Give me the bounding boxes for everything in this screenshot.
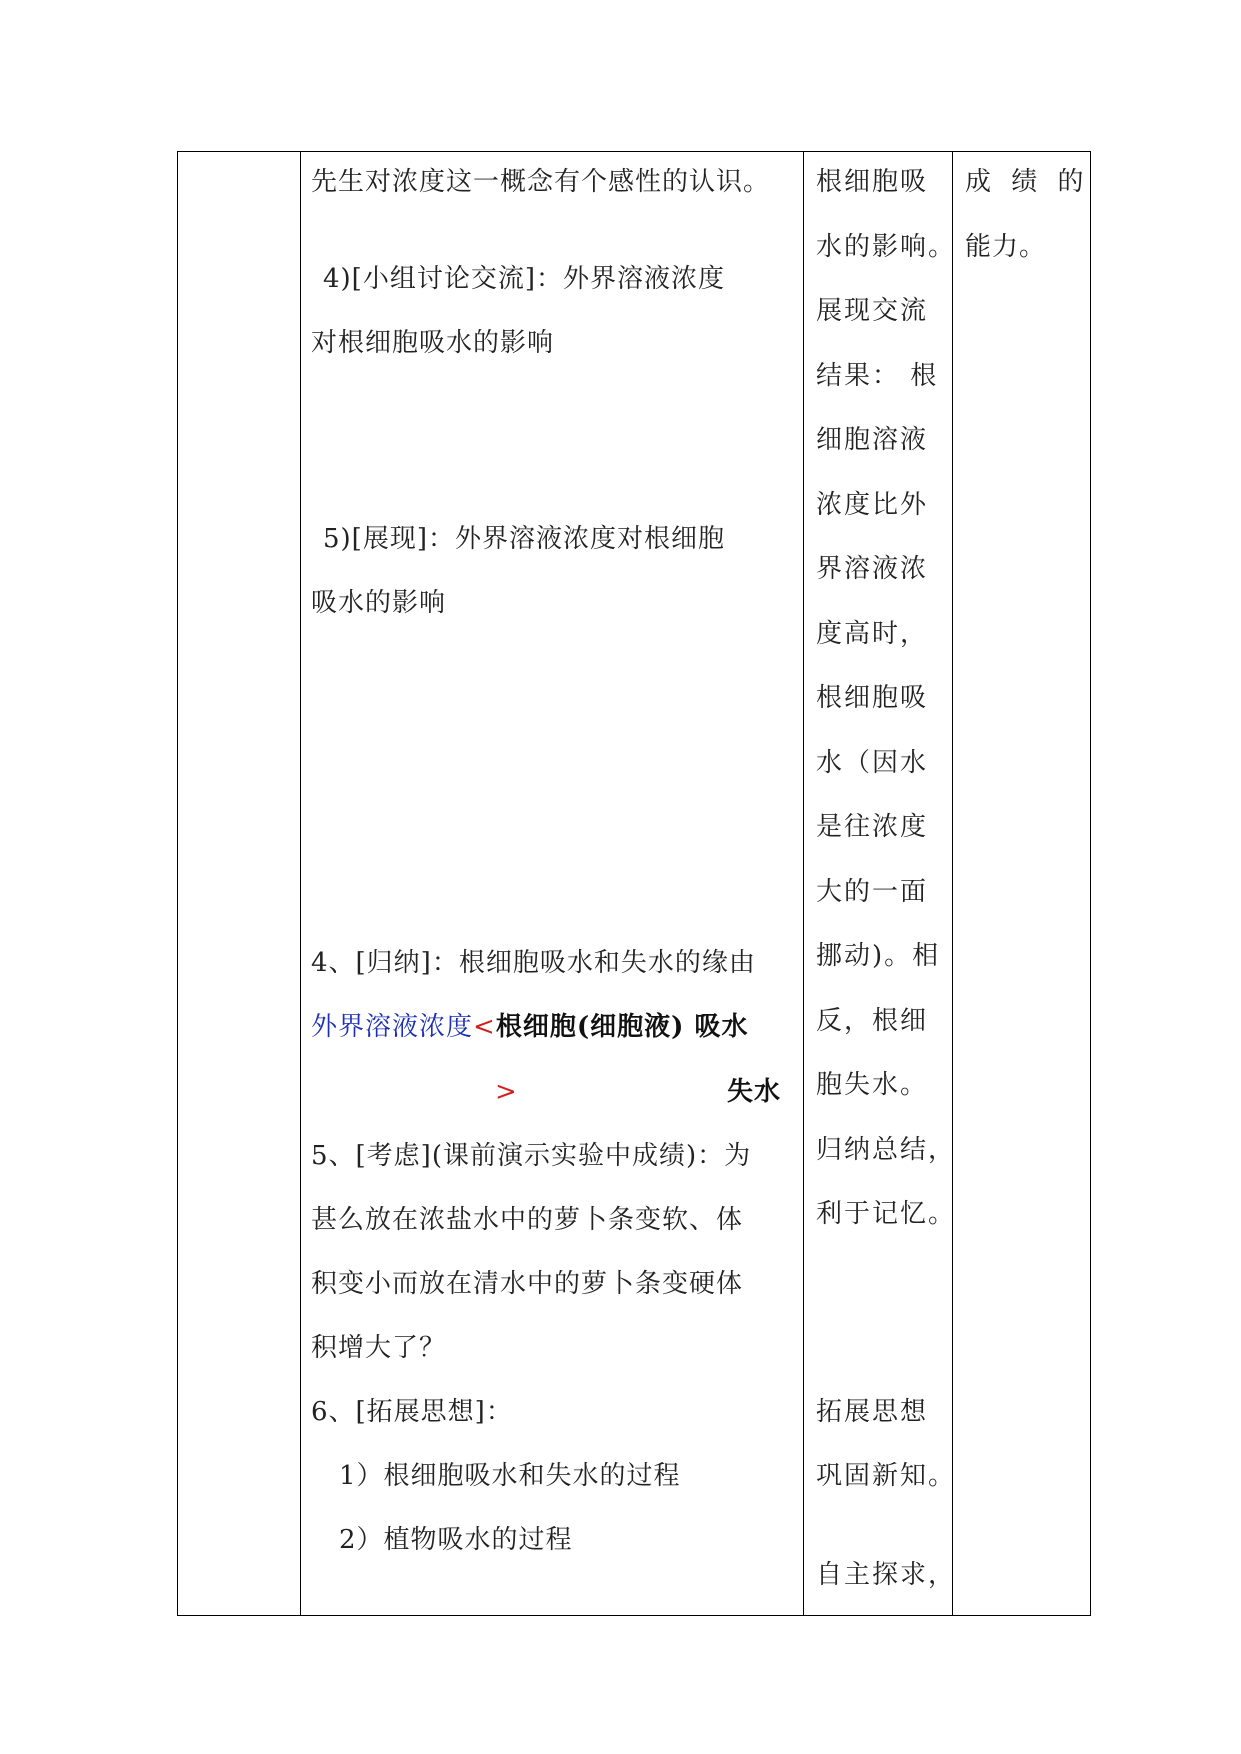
text-line: 2）植物吸水的过程 — [339, 1525, 573, 1555]
text-line: 展现交流 — [816, 296, 929, 326]
lesson-plan-table — [177, 151, 1091, 1616]
text-line: 对根细胞吸水的影响 — [311, 328, 555, 358]
text-line: 积增大了？ — [311, 1333, 447, 1363]
text-line: 界溶液浓 — [816, 554, 929, 584]
text-line: 甚么放在浓盐水中的萝卜条变软、体 — [311, 1205, 744, 1235]
less-than-sign: < — [473, 1012, 496, 1042]
text-line: 5)[展现]：外界溶液浓度对根细胞 — [323, 524, 725, 554]
text-line: 根细胞吸 — [816, 683, 929, 713]
text-line: 能力。 — [965, 232, 1047, 262]
text-line: 4、[归纳]：根细胞吸水和失水的缘由 — [311, 948, 756, 978]
column-2-cell — [301, 152, 803, 1615]
text-line: 细胞溶液 — [816, 425, 929, 455]
text-line: 胞失水。 — [816, 1070, 929, 1100]
column-4-cell — [953, 152, 1092, 1615]
greater-than-sign: > — [495, 1077, 518, 1107]
column-3-cell — [804, 152, 957, 1615]
text-line: 自主探求， — [816, 1560, 957, 1590]
text-line: 是往浓度 — [816, 812, 929, 842]
lose-water-label: 失水 — [727, 1077, 782, 1107]
text-line: 度高时， — [816, 619, 929, 649]
text-line: 积变小而放在清水中的萝卜条变硬体 — [311, 1269, 744, 1299]
text-line: 反，根细 — [816, 1006, 929, 1036]
text-line: 吸水的影响 — [311, 588, 447, 618]
text-line: 1）根细胞吸水和失水的过程 — [339, 1461, 681, 1491]
text-line: 6、[拓展思想]： — [311, 1397, 513, 1427]
text-line: 浓度比外 — [816, 490, 929, 520]
text-line: 挪动)。相 — [816, 941, 941, 971]
text-line: 成 绩 的 — [965, 167, 1090, 197]
text-line: 4)[小组讨论交流]：外界溶液浓度 — [323, 264, 725, 294]
formula-line — [311, 1012, 748, 1042]
text-line: 水的影响。 — [816, 232, 957, 262]
text-line: 先生对浓度这一概念有个感性的认识。 — [311, 167, 771, 197]
outer-solution-concentration: 外界溶液浓度 — [311, 1012, 474, 1042]
text-line: 巩固新知。 — [816, 1461, 957, 1491]
text-line: 结果： 根 — [816, 361, 939, 391]
text-line: 利于记忆。 — [816, 1199, 957, 1229]
root-cell-absorb-water: 根细胞(细胞液) 吸水 — [495, 1012, 749, 1042]
column-1-cell — [178, 152, 300, 1615]
text-line: 根细胞吸 — [816, 167, 929, 197]
text-line: 归纳总结， — [816, 1135, 957, 1165]
text-line: 大的一面 — [816, 877, 929, 907]
text-line: 拓展思想 — [816, 1397, 929, 1427]
text-line: 5、[考虑](课前演示实验中成绩)：为 — [311, 1141, 752, 1171]
text-line: 水（因水 — [816, 748, 929, 778]
